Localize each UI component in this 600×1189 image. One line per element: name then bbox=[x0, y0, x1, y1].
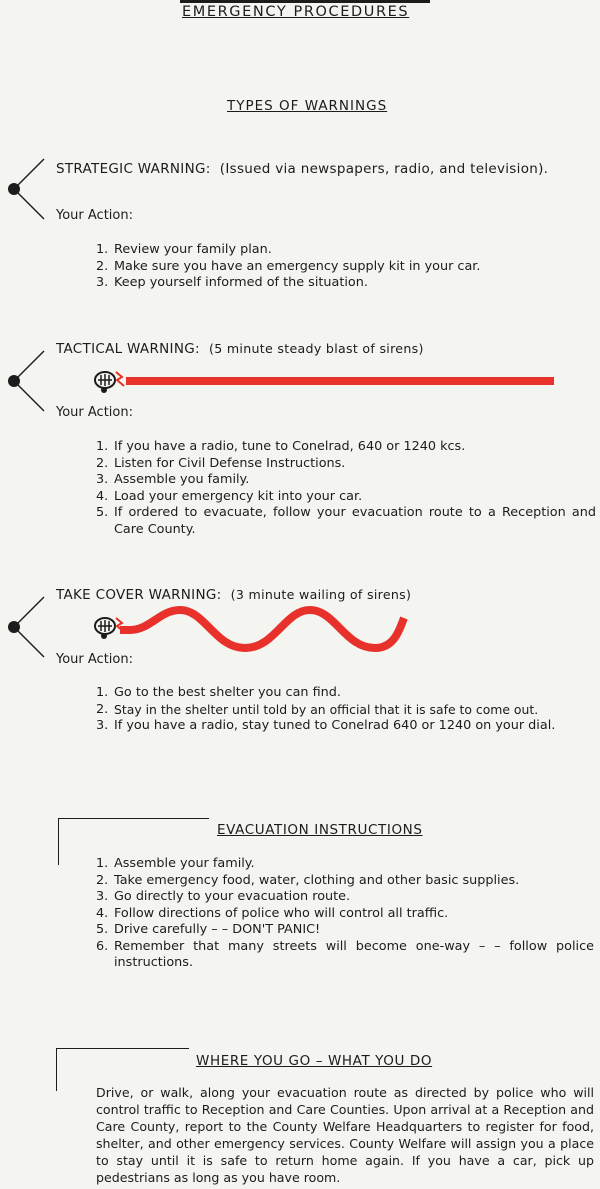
item-text: Listen for Civil Defense Instructions. bbox=[114, 455, 346, 471]
item-text: Stay in the shelter until told by an official that it is safe to come out. bbox=[114, 701, 539, 717]
item-number: 5. bbox=[96, 505, 109, 520]
warning-label: STRATEGIC WARNING: bbox=[56, 161, 211, 177]
take-cover-warning-heading bbox=[56, 587, 411, 603]
action-label: Your Action: bbox=[56, 208, 133, 223]
list-item bbox=[96, 242, 556, 259]
list-item bbox=[96, 685, 596, 702]
tactical-steps bbox=[96, 439, 596, 538]
item-number: 4. bbox=[96, 488, 109, 504]
item-text: Assemble your family. bbox=[114, 856, 255, 871]
item-number: 3. bbox=[96, 472, 109, 487]
steady-blast-line bbox=[126, 375, 556, 387]
list-item bbox=[96, 889, 594, 906]
list-item bbox=[96, 906, 594, 923]
bullet-bracket-icon bbox=[0, 593, 50, 663]
item-number: 2. bbox=[96, 872, 109, 888]
item-number: 2. bbox=[96, 455, 109, 471]
strategic-steps bbox=[96, 242, 556, 292]
item-text: Drive carefully – – DON'T PANIC! bbox=[114, 922, 321, 937]
list-item bbox=[96, 259, 556, 276]
where-paragraph: Drive, or walk, along your evacuation route as directed by police who will control traffic to Reception and Care Counties. Upon arrival at a Reception and Care County, report to the County Welfare Headquarters to register for food, shelter, and other emergency services. County Welfare will assign you a place to stay until it is safe to return home again. If you have a car, pick up pedestrians as long as you have room. bbox=[96, 1085, 594, 1185]
list-item bbox=[96, 456, 596, 473]
warning-detail: (Issued via newspapers, radio, and television). bbox=[219, 161, 549, 177]
item-number: 3. bbox=[96, 718, 109, 733]
item-number: 6. bbox=[96, 938, 109, 954]
item-text: Keep yourself informed of the situation. bbox=[114, 275, 368, 290]
warning-detail: (5 minute steady blast of sirens) bbox=[209, 341, 424, 356]
list-item bbox=[96, 873, 594, 890]
list-item bbox=[96, 922, 594, 939]
item-number: 1. bbox=[96, 439, 109, 454]
list-item bbox=[96, 472, 596, 489]
item-text: If you have a radio, stay tuned to Conelrad 640 or 1240 on your dial. bbox=[114, 718, 556, 733]
item-number: 3. bbox=[96, 889, 109, 904]
item-text: Remember that many streets will become one-way – – follow police instructions. bbox=[114, 938, 594, 970]
evacuation-steps bbox=[96, 856, 594, 972]
list-item bbox=[96, 702, 596, 719]
item-text: Load your emergency kit into your car. bbox=[114, 488, 363, 504]
item-number: 5. bbox=[96, 922, 109, 937]
where-heading: WHERE YOU GO – WHAT YOU DO bbox=[196, 1053, 433, 1069]
list-item bbox=[96, 489, 596, 506]
bullet-bracket-icon bbox=[0, 347, 50, 417]
item-text: Go directly to your evacuation route. bbox=[114, 889, 351, 904]
strategic-warning-heading bbox=[56, 161, 548, 177]
item-number: 1. bbox=[96, 685, 109, 700]
item-text: Make sure you have an emergency supply kit in your car. bbox=[114, 258, 481, 274]
list-item bbox=[96, 439, 596, 456]
action-label: Your Action: bbox=[56, 405, 133, 420]
list-item bbox=[96, 939, 594, 972]
item-text: Follow directions of police who will control all traffic. bbox=[114, 905, 449, 921]
title-rule bbox=[180, 0, 430, 3]
item-text: Take emergency food, water, clothing and other basic supplies. bbox=[114, 872, 520, 888]
warning-label: TAKE COVER WARNING: bbox=[56, 587, 222, 603]
item-number: 1. bbox=[96, 242, 109, 257]
page-title: EMERGENCY PROCEDURES bbox=[182, 4, 410, 20]
take-cover-steps bbox=[96, 685, 596, 735]
tactical-warning-heading bbox=[56, 341, 424, 357]
action-label: Your Action: bbox=[56, 652, 133, 667]
warning-label: TACTICAL WARNING: bbox=[56, 341, 200, 357]
item-number: 4. bbox=[96, 905, 109, 921]
item-text: Go to the best shelter you can find. bbox=[114, 685, 341, 700]
item-number: 1. bbox=[96, 856, 109, 871]
item-number: 3. bbox=[96, 275, 109, 290]
types-heading: TYPES OF WARNINGS bbox=[227, 98, 388, 114]
list-item bbox=[96, 856, 594, 873]
item-text: If you have a radio, tune to Conelrad, 640 or 1240 kcs. bbox=[114, 439, 466, 454]
item-text: Assemble you family. bbox=[114, 472, 250, 487]
list-item bbox=[96, 505, 596, 538]
wailing-wave-line bbox=[120, 608, 410, 652]
item-text: If ordered to evacuate, follow your evacuation route to a Reception and Care County. bbox=[114, 505, 596, 537]
warning-detail: (3 minute wailing of sirens) bbox=[230, 587, 412, 602]
item-text: Review your family plan. bbox=[114, 242, 272, 257]
evacuation-heading: EVACUATION INSTRUCTIONS bbox=[217, 822, 423, 838]
item-number: 2. bbox=[96, 701, 109, 717]
list-item bbox=[96, 275, 556, 292]
list-item bbox=[96, 718, 596, 735]
item-number: 2. bbox=[96, 258, 109, 274]
bullet-bracket-icon bbox=[0, 155, 50, 225]
